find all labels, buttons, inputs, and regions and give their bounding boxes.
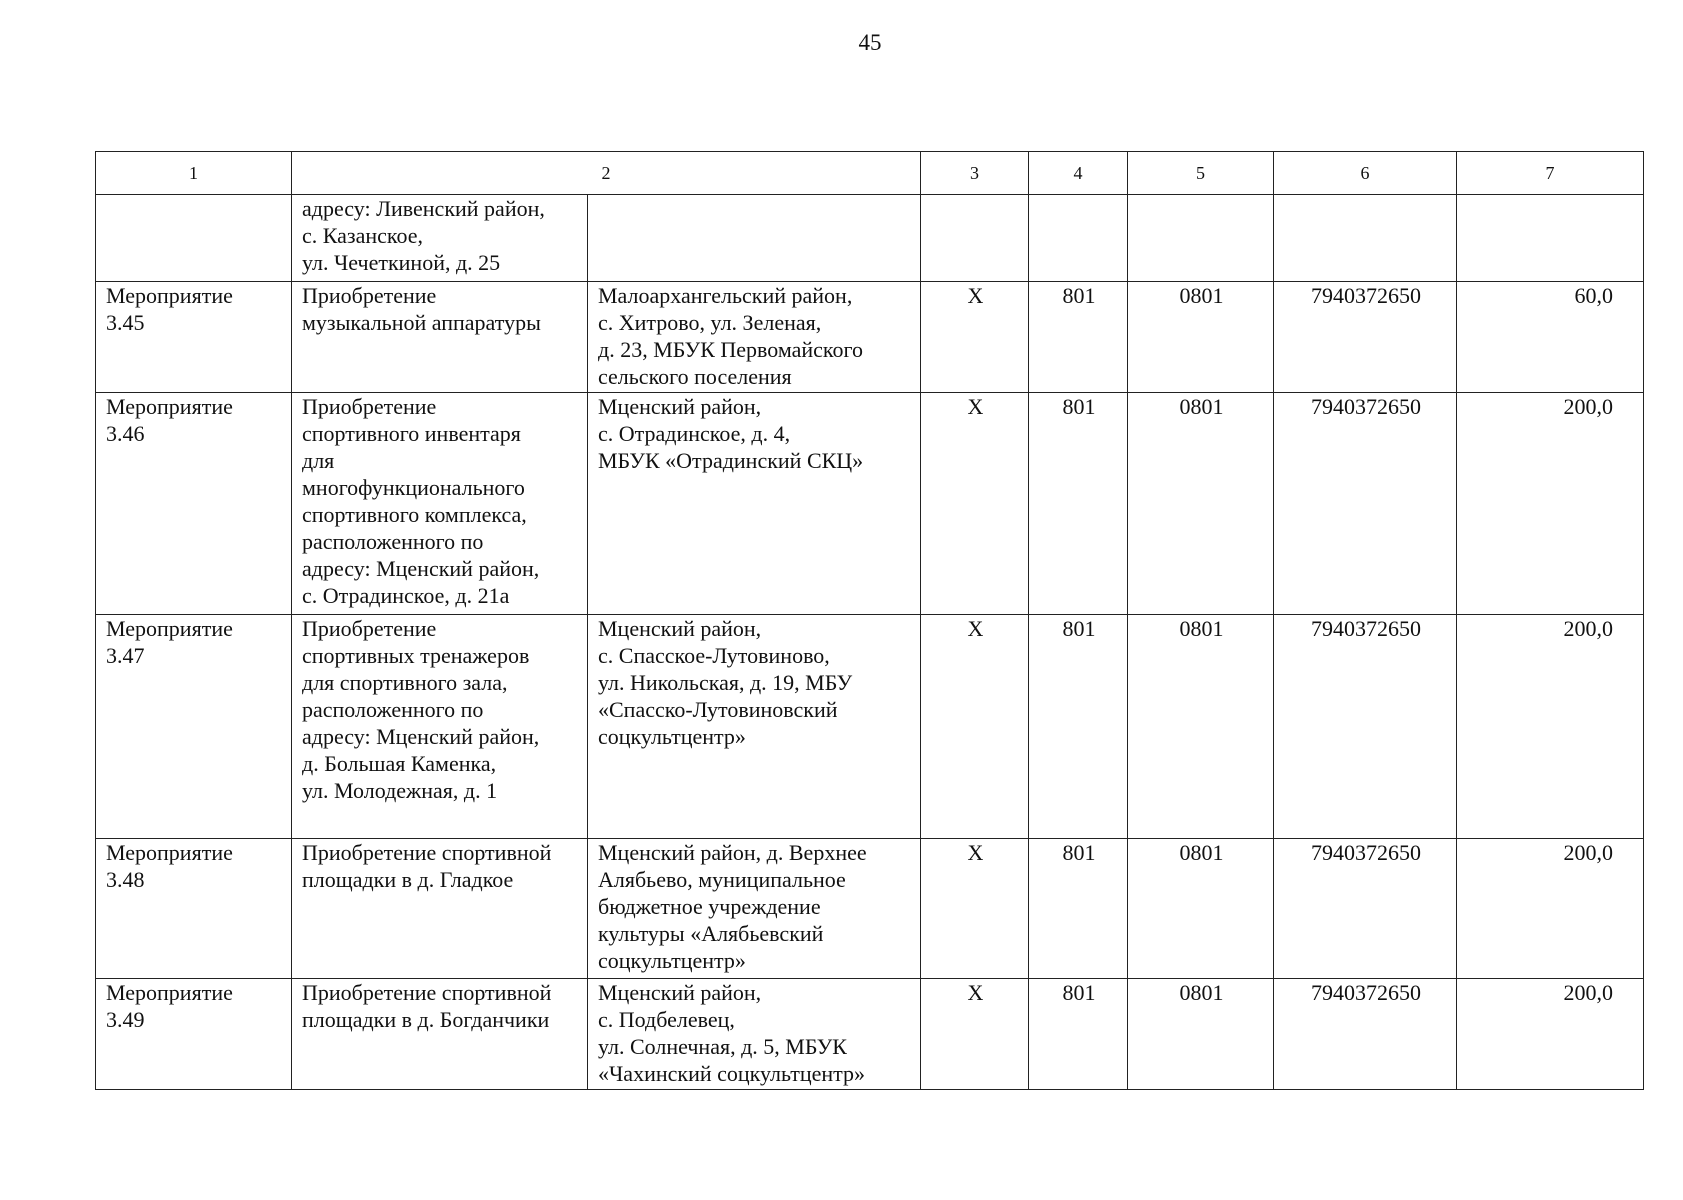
code4-cell (1029, 979, 1128, 1090)
code6-cell (1274, 282, 1457, 393)
code5-cell-text: 0801 (1179, 840, 1224, 865)
code5-cell-text: 0801 (1179, 394, 1224, 419)
location-cell-text: Мценский район, с. Подбелевец, ул. Солнечная, д. 5, МБУК «Чахинский соцкультцентр» (598, 980, 866, 1086)
table-row (96, 393, 1644, 615)
code4-cell (1029, 839, 1128, 979)
table-row (96, 839, 1644, 979)
table-row (96, 282, 1644, 393)
x-cell-text: Х (967, 840, 984, 865)
page-number: 45 (858, 30, 882, 55)
table-row (96, 615, 1644, 839)
event-cell-text: Мероприятие 3.47 (106, 616, 233, 668)
code6-cell (1274, 615, 1457, 839)
x-cell-text: Х (967, 616, 984, 641)
code5-cell (1128, 615, 1274, 839)
amount-cell (1457, 979, 1644, 1090)
code6-cell (1274, 195, 1457, 282)
event-cell-text: Мероприятие 3.46 (106, 394, 233, 446)
x-cell (921, 195, 1029, 282)
name-cell-text: Приобретение спортивного инвентаря для многофункционального спортивного комплекса, расположенного по адресу: Мценский район, с. Отрадинское, д. 21а (302, 394, 540, 608)
name-cell (292, 979, 588, 1090)
event-cell (96, 393, 292, 615)
location-cell (588, 839, 921, 979)
event-cell-text: Мероприятие 3.49 (106, 980, 233, 1032)
name-cell-text: Приобретение музыкальной аппаратуры (302, 283, 541, 335)
x-cell (921, 615, 1029, 839)
code5-cell-text: 0801 (1179, 980, 1224, 1005)
amount-cell-text: 60,0 (1574, 283, 1613, 308)
event-cell (96, 282, 292, 393)
x-cell (921, 282, 1029, 393)
code4-cell (1029, 615, 1128, 839)
event-cell (96, 615, 292, 839)
location-cell (588, 282, 921, 393)
amount-cell (1457, 615, 1644, 839)
amount-cell-text: 200,0 (1563, 980, 1613, 1005)
amount-cell (1457, 282, 1644, 393)
amount-cell (1457, 393, 1644, 615)
code4-cell-text: 801 (1062, 616, 1096, 641)
amount-cell (1457, 195, 1644, 282)
table-row (96, 195, 1644, 282)
header-col-6: 6 (1274, 152, 1457, 195)
table-row (96, 979, 1644, 1090)
code5-cell (1128, 393, 1274, 615)
table-header-row (96, 152, 1644, 195)
code6-cell (1274, 393, 1457, 615)
name-cell (292, 839, 588, 979)
header-col-1: 1 (96, 152, 292, 195)
code5-cell (1128, 839, 1274, 979)
name-cell (292, 282, 588, 393)
x-cell (921, 393, 1029, 615)
code5-cell (1128, 282, 1274, 393)
location-cell (588, 195, 921, 282)
location-cell-text: Малоархангельский район, с. Хитрово, ул. Зеленая, д. 23, МБУК Первомайского сельского поселения (598, 283, 863, 389)
x-cell-text: Х (967, 980, 984, 1005)
name-cell (292, 615, 588, 839)
code5-cell-text: 0801 (1179, 616, 1224, 641)
header-col-2: 2 (292, 152, 921, 195)
header-col-7: 7 (1457, 152, 1644, 195)
name-cell-text: адресу: Ливенский район, с. Казанское, ул. Чечеткиной, д. 25 (302, 196, 545, 275)
event-cell (96, 195, 292, 282)
code6-cell-text: 7940372650 (1311, 980, 1421, 1005)
budget-table (95, 151, 1644, 1090)
location-cell (588, 979, 921, 1090)
code4-cell-text: 801 (1062, 980, 1096, 1005)
location-cell (588, 393, 921, 615)
code6-cell-text: 7940372650 (1311, 283, 1421, 308)
code6-cell-text: 7940372650 (1311, 394, 1421, 419)
amount-cell (1457, 839, 1644, 979)
x-cell-text: Х (967, 283, 984, 308)
code6-cell (1274, 979, 1457, 1090)
code5-cell (1128, 195, 1274, 282)
event-cell-text: Мероприятие 3.45 (106, 283, 233, 335)
header-col-3: 3 (921, 152, 1029, 195)
code5-cell (1128, 979, 1274, 1090)
name-cell (292, 195, 588, 282)
location-cell-text: Мценский район, с. Отрадинское, д. 4, МБУК «Отрадинский СКЦ» (598, 394, 864, 473)
header-col-5: 5 (1128, 152, 1274, 195)
code6-cell-text: 7940372650 (1311, 616, 1421, 641)
name-cell-text: Приобретение спортивной площадки в д. Богданчики (302, 980, 552, 1032)
location-cell-text: Мценский район, д. Верхнее Алябьево, муниципальное бюджетное учреждение культуры «Алябьевский соцкультцентр» (598, 840, 867, 973)
code4-cell (1029, 282, 1128, 393)
event-cell (96, 979, 292, 1090)
amount-cell-text: 200,0 (1563, 616, 1613, 641)
amount-cell-text: 200,0 (1563, 394, 1613, 419)
amount-cell-text: 200,0 (1563, 840, 1613, 865)
location-cell (588, 615, 921, 839)
name-cell (292, 393, 588, 615)
code4-cell-text: 801 (1062, 283, 1096, 308)
code4-cell-text: 801 (1062, 394, 1096, 419)
code4-cell (1029, 393, 1128, 615)
x-cell (921, 979, 1029, 1090)
code5-cell-text: 0801 (1179, 283, 1224, 308)
event-cell (96, 839, 292, 979)
code6-cell (1274, 839, 1457, 979)
name-cell-text: Приобретение спортивной площадки в д. Гладкое (302, 840, 552, 892)
name-cell-text: Приобретение спортивных тренажеров для спортивного зала, расположенного по адресу: Мценский район, д. Большая Каменка, ул. Молодежная, д. 1 (302, 616, 540, 803)
code6-cell-text: 7940372650 (1311, 840, 1421, 865)
x-cell (921, 839, 1029, 979)
event-cell-text: Мероприятие 3.48 (106, 840, 233, 892)
location-cell-text: Мценский район, с. Спасское-Лутовиново, ул. Никольская, д. 19, МБУ «Спасско-Лутовиновский соцкультцентр» (598, 616, 853, 749)
header-col-4: 4 (1029, 152, 1128, 195)
code4-cell (1029, 195, 1128, 282)
code4-cell-text: 801 (1062, 840, 1096, 865)
x-cell-text: Х (967, 394, 984, 419)
